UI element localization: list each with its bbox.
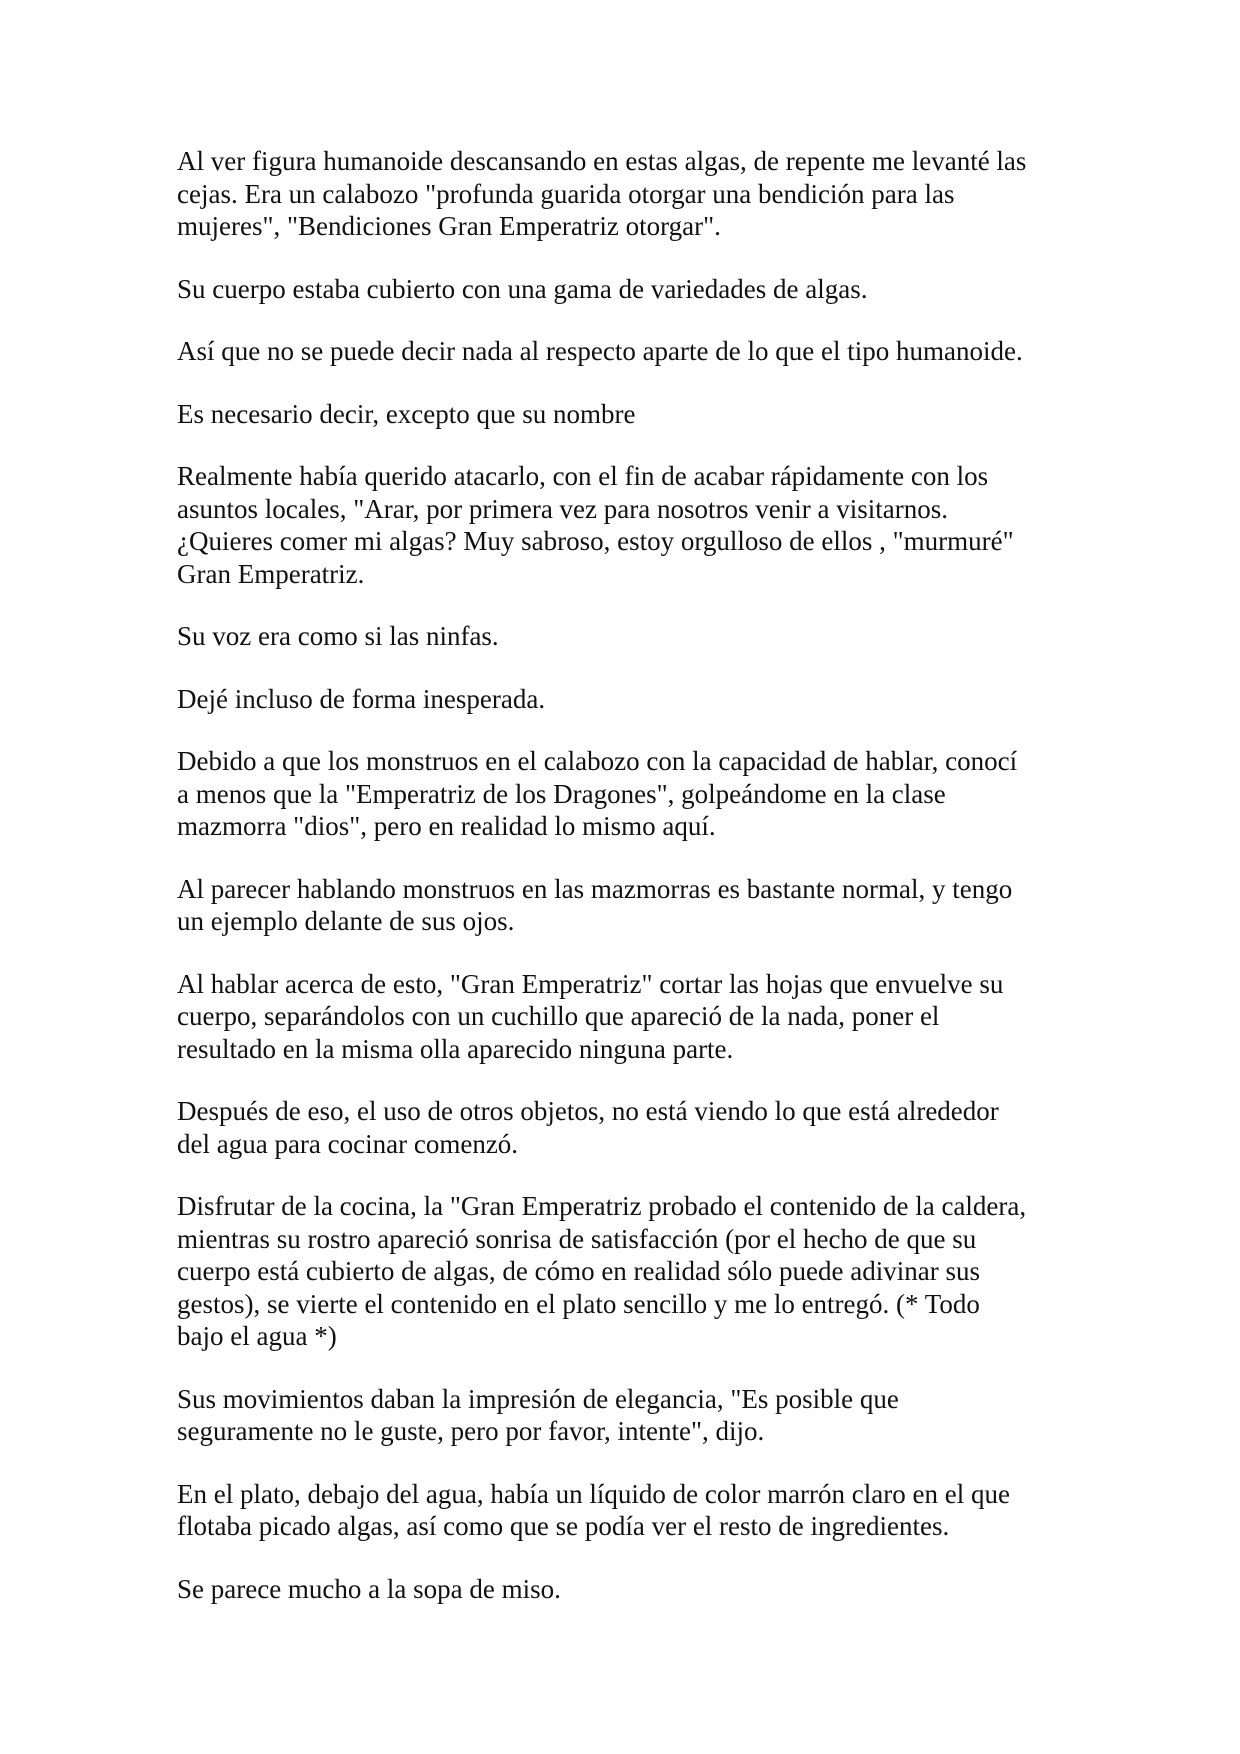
paragraph: Se parece mucho a la sopa de miso. (177, 1573, 561, 1604)
paragraph: Dejé incluso de forma inesperada. (177, 683, 546, 714)
paragraph: Al ver figura humanoide descansando en estas algas, de repente me levanté las cejas. Era un calabozo "profunda guarida otorgar una bendición para las mujeres", "Bendiciones Gran Emperatriz otorgar". (177, 146, 1027, 241)
paragraph: Disfrutar de la cocina, la "Gran Emperatriz probado el contenido de la caldera, mientras su rostro apareció sonrisa de satisfacción (por el hecho de que su cuerpo está cubierto de algas, de cómo en realidad sólo puede adivinar sus gestos), se vierte el contenido en el plato sencillo y me lo entregó. (* Todo bajo el agua *) (177, 1191, 1027, 1351)
paragraph: Su cuerpo estaba cubierto con una gama de variedades de algas. (177, 273, 868, 304)
paragraph: Así que no se puede decir nada al respecto aparte de lo que el tipo humanoide. (177, 336, 1023, 366)
paragraph: Sus movimientos daban la impresión de elegancia, "Es posible que seguramente no le guste, pero por favor, intente", dijo. (177, 1383, 899, 1446)
paragraph: Al parecer hablando monstruos en las mazmorras es bastante normal, y tengo un ejemplo delante de sus ojos. (177, 873, 1013, 936)
paragraph: Debido a que los monstruos en el calabozo con la capacidad de hablar, conocí a menos que la "Emperatriz de los Dragones", golpeándome en la clase mazmorra "dios", pero en realidad lo mismo aquí. (177, 746, 1018, 841)
paragraph: Su voz era como si las ninfas. (177, 621, 499, 651)
paragraph: Es necesario decir, excepto que su nombre (177, 398, 636, 429)
document-body (177, 145, 1077, 1635)
paragraph: Al hablar acerca de esto, "Gran Emperatriz" cortar las hojas que envuelve su cuerpo, separándolos con un cuchillo que apareció de la nada, poner el resultado en la misma olla aparecido ninguna parte. (177, 968, 1004, 1064)
paragraph: Después de eso, el uso de otros objetos, no está viendo lo que está alrededor del agua para cocinar comenzó. (177, 1096, 999, 1159)
paragraph: Realmente había querido atacarlo, con el fin de acabar rápidamente con los asuntos locales, "Arar, por primera vez para nosotros venir a visitarnos. ¿Quieres comer mi algas? Muy sabroso, estoy orgulloso de ellos , "murmuré" Gran Emperatriz. (177, 461, 1014, 589)
paragraph: En el plato, debajo del agua, había un líquido de color marrón claro en el que flotaba picado algas, así como que se podía ver el resto de ingredientes. (177, 1478, 1010, 1541)
